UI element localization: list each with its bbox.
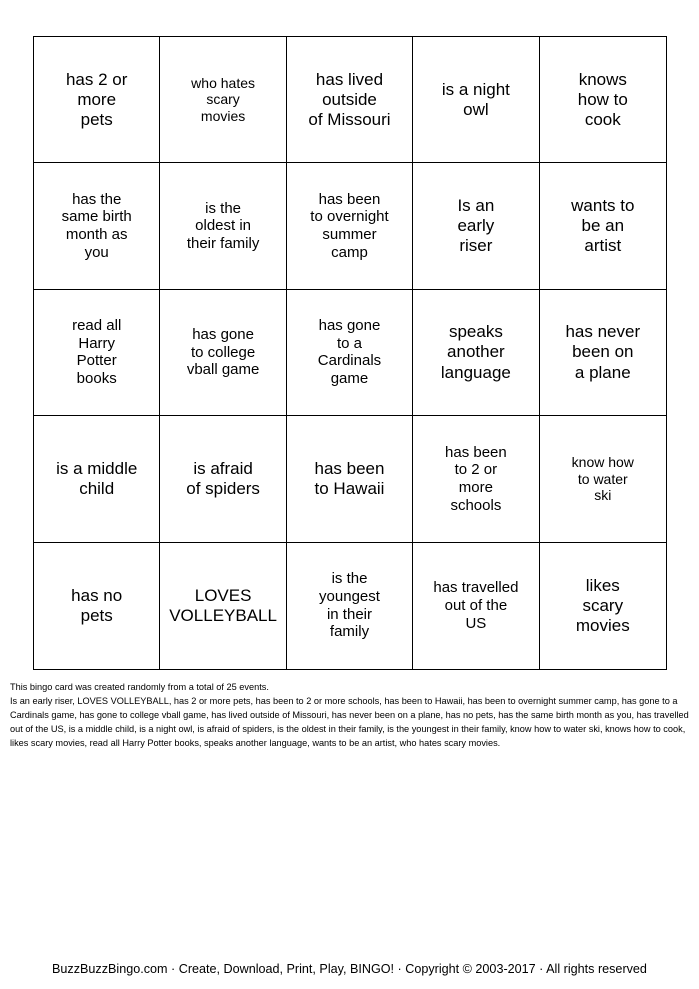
bingo-cell-text: has lived outside of Missouri: [308, 69, 391, 129]
notes-intro: This bingo card was created randomly from a total of 25 events.: [10, 682, 269, 692]
bingo-cell: [287, 37, 413, 163]
bingo-cell-text: has been to Hawaii: [314, 458, 385, 498]
bingo-cell-text: has never been on a plane: [565, 322, 641, 382]
bingo-cell-text: is a night owl: [441, 79, 510, 119]
bingo-cell: [287, 543, 413, 669]
bingo-cell-text: has 2 or more pets: [65, 69, 128, 129]
bingo-cell-text: has gone to college vball game: [186, 325, 260, 379]
bingo-cell-text: has gone to a Cardinals game: [317, 317, 382, 388]
bingo-cell-text: has been to 2 or more schools: [445, 443, 507, 514]
bingo-cell: [413, 290, 539, 416]
bingo-cell-text: knows how to cook: [577, 69, 628, 129]
bingo-cell: [34, 416, 160, 542]
bingo-cell: [160, 163, 286, 289]
bingo-cell: [413, 416, 539, 542]
bingo-cell: [160, 290, 286, 416]
bingo-cell: [34, 290, 160, 416]
notes-event-list: Is an early riser, LOVES VOLLEYBALL, has 2 or more pets, has been to 2 or more schools, has been to Hawaii, has been to overnight summer camp, has gone to a Cardinals game, has gone to college vball game, has lived outside of Missouri, has never been on a plane, has no pets, has the same birth month as you, has travelled out of the US, is a middle child, is a night owl, is afraid of spiders, is the oldest in their family, is the youngest in their family, know how to water ski, knows how to cook, likes scary movies, read all Harry Potter books, speaks another language, wants to be an artist, who hates scary movies.: [10, 696, 689, 748]
bingo-cell-text: Is an early riser: [457, 196, 495, 256]
bingo-cell: [540, 37, 666, 163]
bingo-cell-text: has no pets: [71, 585, 123, 625]
bingo-cell: [287, 290, 413, 416]
bingo-cell: [413, 543, 539, 669]
bingo-cell: [540, 416, 666, 542]
bingo-cell: [287, 416, 413, 542]
bingo-cell: [34, 37, 160, 163]
card-notes: [10, 680, 690, 750]
bingo-cell-text: likes scary movies: [575, 575, 630, 635]
bingo-cell-text: is the youngest in their family: [319, 570, 380, 641]
bingo-cell: [287, 163, 413, 289]
bingo-cell: [34, 543, 160, 669]
bingo-cell-text: know how to water ski: [571, 454, 634, 504]
bingo-cell-text: read all Harry Potter books: [72, 317, 122, 388]
bingo-cell-text: is afraid of spiders: [186, 458, 260, 498]
bingo-cell: [540, 163, 666, 289]
bingo-cell-text: has been to overnight summer camp: [310, 190, 389, 261]
page-footer: BuzzBuzzBingo.com · Create, Download, Print, Play, BINGO! · Copyright © 2003-2017 · All rights reserved: [52, 962, 647, 976]
bingo-cell-text: LOVES VOLLEYBALL: [169, 585, 277, 625]
bingo-cell: [413, 163, 539, 289]
bingo-cell: [160, 543, 286, 669]
bingo-cell-text: has travelled out of the US: [433, 579, 519, 632]
bingo-cell-text: who hates scary movies: [191, 74, 255, 124]
bingo-cell: [160, 37, 286, 163]
bingo-cell-text: wants to be an artist: [571, 196, 635, 256]
bingo-board: [33, 36, 667, 670]
bingo-cell: [413, 37, 539, 163]
bingo-cell: [160, 416, 286, 542]
bingo-cell-text: has the same birth month as you: [61, 190, 132, 261]
bingo-cell: [34, 163, 160, 289]
bingo-cell: [540, 543, 666, 669]
bingo-cell-text: is a middle child: [56, 458, 138, 498]
bingo-cell: [540, 290, 666, 416]
bingo-cell-text: speaks another language: [440, 322, 511, 382]
bingo-cell-text: is the oldest in their family: [186, 199, 260, 252]
